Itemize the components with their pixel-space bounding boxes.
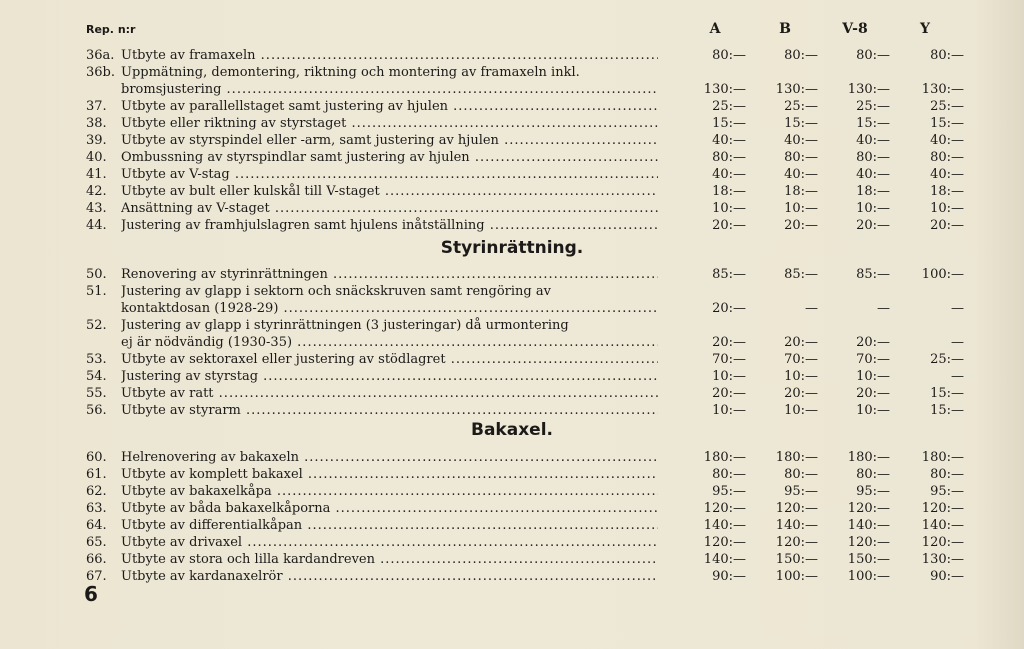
price-cell: 120:—: [921, 501, 964, 516]
row-number: 63.: [86, 501, 107, 516]
price-cell: 120:—: [775, 501, 818, 516]
price-cell: 140:—: [921, 518, 964, 533]
row-description: Utbyte av V-stag .....: [121, 166, 658, 183]
price-cell: 80:—: [856, 467, 890, 482]
price-cell: 80:—: [930, 150, 964, 165]
price-cell: 20:—: [784, 335, 818, 350]
table-row: [0, 81, 1024, 98]
table-row: [0, 283, 1024, 300]
row-description: Utbyte av styrspindel eller -arm, samt justering av hjulen .....: [121, 132, 658, 149]
table-row: [0, 500, 1024, 517]
rep-nr-label: Rep. n:r: [86, 23, 136, 36]
row-number: 62.: [86, 484, 107, 499]
price-cell: 20:—: [784, 386, 818, 401]
row-description: bromsjustering .....: [121, 81, 658, 98]
price-cell: 95:—: [856, 484, 890, 499]
price-cell: 40:—: [712, 133, 746, 148]
table-row: [0, 200, 1024, 217]
price-cell: 20:—: [712, 386, 746, 401]
price-cell: 130:—: [921, 82, 964, 97]
row-description: Utbyte av drivaxel .....: [121, 534, 658, 551]
price-cell: —: [951, 369, 964, 384]
price-cell: 18:—: [712, 184, 746, 199]
row-description: kontaktdosan (1928-29) .....: [121, 300, 658, 317]
row-number: 53.: [86, 352, 107, 367]
row-description: Utbyte av sektoraxel eller justering av stödlagret .....: [121, 351, 658, 368]
table-row: [0, 166, 1024, 183]
table-row: [0, 47, 1024, 64]
row-number: 39.: [86, 133, 107, 148]
price-cell: 20:—: [856, 386, 890, 401]
price-cell: 100:—: [775, 569, 818, 584]
row-description: Ombussning av styrspindlar samt justering av hjulen .....: [121, 149, 658, 166]
table-row: [0, 466, 1024, 483]
table-row: [0, 517, 1024, 534]
table-row: [0, 551, 1024, 568]
price-cell: 90:—: [712, 569, 746, 584]
price-cell: —: [877, 301, 890, 316]
price-cell: 120:—: [921, 535, 964, 550]
price-cell: 40:—: [712, 167, 746, 182]
price-cell: 10:—: [784, 201, 818, 216]
row-number: 44.: [86, 218, 107, 233]
price-cell: 180:—: [775, 450, 818, 465]
price-cell: 25:—: [784, 99, 818, 114]
price-cell: 15:—: [784, 116, 818, 131]
price-cell: 40:—: [856, 133, 890, 148]
row-description: Utbyte av parallellstaget samt justering av hjulen .....: [121, 98, 658, 115]
table-row: [0, 132, 1024, 149]
price-cell: 80:—: [784, 48, 818, 63]
price-cell: 25:—: [856, 99, 890, 114]
price-cell: 20:—: [712, 301, 746, 316]
section-heading-bakaxel: Bakaxel.: [471, 420, 553, 440]
row-number: 55.: [86, 386, 107, 401]
price-cell: 180:—: [847, 450, 890, 465]
price-cell: 15:—: [930, 116, 964, 131]
price-cell: 15:—: [930, 403, 964, 418]
price-cell: 10:—: [856, 201, 890, 216]
price-cell: 95:—: [784, 484, 818, 499]
price-cell: 80:—: [856, 48, 890, 63]
price-cell: 100:—: [847, 569, 890, 584]
price-cell: 25:—: [712, 99, 746, 114]
table-row: [0, 266, 1024, 283]
price-cell: 140:—: [847, 518, 890, 533]
price-cell: 140:—: [703, 552, 746, 567]
price-cell: 40:—: [784, 167, 818, 182]
price-cell: 25:—: [930, 99, 964, 114]
price-cell: 40:—: [930, 167, 964, 182]
price-cell: 140:—: [775, 518, 818, 533]
column-header-v8: V-8: [842, 21, 868, 37]
price-cell: 180:—: [703, 450, 746, 465]
row-description: Utbyte av komplett bakaxel .....: [121, 466, 658, 483]
price-cell: 120:—: [703, 501, 746, 516]
row-number: 43.: [86, 201, 107, 216]
price-cell: 120:—: [775, 535, 818, 550]
row-description: Justering av styrstag .....: [121, 368, 658, 385]
row-number: 64.: [86, 518, 107, 533]
table-row: [0, 351, 1024, 368]
price-cell: 10:—: [712, 201, 746, 216]
price-cell: —: [951, 335, 964, 350]
column-header-b: B: [779, 21, 791, 37]
table-row: [0, 483, 1024, 500]
row-description: Justering av framhjulslagren samt hjulens inåtställning .....: [121, 217, 658, 234]
price-cell: 15:—: [856, 116, 890, 131]
price-cell: 130:—: [775, 82, 818, 97]
row-description: Utbyte av båda bakaxelkåporna .....: [121, 500, 658, 517]
price-cell: 80:—: [712, 150, 746, 165]
row-number: 50.: [86, 267, 107, 282]
row-number: 36b.: [86, 65, 115, 80]
price-cell: —: [805, 301, 818, 316]
price-cell: 90:—: [930, 569, 964, 584]
row-number: 61.: [86, 467, 107, 482]
price-cell: 20:—: [712, 335, 746, 350]
table-row: [0, 385, 1024, 402]
price-cell: 40:—: [930, 133, 964, 148]
table-row: [0, 534, 1024, 551]
price-cell: 10:—: [784, 403, 818, 418]
row-description: Uppmätning, demontering, riktning och montering av framaxeln inkl.: [121, 65, 580, 80]
price-cell: 80:—: [930, 467, 964, 482]
column-header-a: A: [709, 21, 721, 37]
price-cell: 20:—: [856, 335, 890, 350]
row-number: 42.: [86, 184, 107, 199]
price-cell: 120:—: [703, 535, 746, 550]
table-row: [0, 217, 1024, 234]
price-cell: 10:—: [712, 369, 746, 384]
price-cell: 130:—: [921, 552, 964, 567]
price-cell: —: [951, 301, 964, 316]
row-number: 65.: [86, 535, 107, 550]
price-cell: 18:—: [784, 184, 818, 199]
table-row: [0, 317, 1024, 334]
price-cell: 120:—: [847, 535, 890, 550]
price-cell: 80:—: [930, 48, 964, 63]
row-description: Utbyte av framaxeln .....: [121, 47, 658, 64]
row-description: Utbyte av stora och lilla kardandreven .....: [121, 551, 658, 568]
page-number: 6: [84, 582, 98, 606]
price-cell: 95:—: [712, 484, 746, 499]
row-description: Utbyte av kardanaxelrör .....: [121, 568, 658, 585]
row-description: Ansättning av V-staget .....: [121, 200, 658, 217]
price-cell: 18:—: [930, 184, 964, 199]
table-row: [0, 98, 1024, 115]
row-number: 66.: [86, 552, 107, 567]
price-cell: 80:—: [712, 48, 746, 63]
price-cell: 10:—: [856, 403, 890, 418]
column-header-y: Y: [920, 21, 930, 37]
row-description: Utbyte av differentialkåpan .....: [121, 517, 658, 534]
row-description: Justering av glapp i styrinrättningen (3 justeringar) då urmontering: [121, 318, 569, 333]
table-row: [0, 449, 1024, 466]
table-row: [0, 183, 1024, 200]
row-description: Helrenovering av bakaxeln .....: [121, 449, 658, 466]
price-cell: 80:—: [712, 467, 746, 482]
row-description: Utbyte av styrarm .....: [121, 402, 658, 419]
price-cell: 10:—: [784, 369, 818, 384]
table-row: [0, 568, 1024, 585]
price-cell: 10:—: [856, 369, 890, 384]
section-heading-styrinrattning: Styrinrättning.: [440, 238, 584, 258]
price-cell: 25:—: [930, 352, 964, 367]
row-description: Utbyte eller riktning av styrstaget .....: [121, 115, 658, 132]
row-number: 38.: [86, 116, 107, 131]
price-cell: 40:—: [784, 133, 818, 148]
row-description: Utbyte av bult eller kulskål till V-staget .....: [121, 183, 658, 200]
table-row: [0, 402, 1024, 419]
price-cell: 95:—: [930, 484, 964, 499]
table-row: [0, 300, 1024, 317]
price-cell: 20:—: [784, 218, 818, 233]
price-cell: 180:—: [921, 450, 964, 465]
price-cell: 150:—: [847, 552, 890, 567]
price-cell: 80:—: [856, 150, 890, 165]
row-number: 60.: [86, 450, 107, 465]
price-cell: 20:—: [930, 218, 964, 233]
table-header: [0, 21, 1024, 39]
row-number: 54.: [86, 369, 107, 384]
price-cell: 85:—: [784, 267, 818, 282]
price-cell: 18:—: [856, 184, 890, 199]
table-row: [0, 149, 1024, 166]
row-number: 52.: [86, 318, 107, 333]
row-number: 37.: [86, 99, 107, 114]
price-cell: 100:—: [921, 267, 964, 282]
price-cell: 80:—: [784, 467, 818, 482]
price-cell: 10:—: [930, 201, 964, 216]
price-cell: 80:—: [784, 150, 818, 165]
price-cell: 40:—: [856, 167, 890, 182]
row-description: ej är nödvändig (1930-35) .....: [121, 334, 658, 351]
price-cell: 20:—: [856, 218, 890, 233]
row-description: Utbyte av ratt .....: [121, 385, 658, 402]
price-cell: 120:—: [847, 501, 890, 516]
row-number: 41.: [86, 167, 107, 182]
price-cell: 15:—: [930, 386, 964, 401]
price-cell: 130:—: [703, 82, 746, 97]
table-row: [0, 368, 1024, 385]
price-cell: 70:—: [856, 352, 890, 367]
row-number: 56.: [86, 403, 107, 418]
row-number: 40.: [86, 150, 107, 165]
price-cell: 140:—: [703, 518, 746, 533]
price-cell: 20:—: [712, 218, 746, 233]
price-cell: 70:—: [712, 352, 746, 367]
row-description: Utbyte av bakaxelkåpa .....: [121, 483, 658, 500]
row-number: 67.: [86, 569, 107, 584]
table-row: [0, 115, 1024, 132]
table-row: [0, 64, 1024, 81]
row-number: 36a.: [86, 48, 115, 63]
price-cell: 130:—: [847, 82, 890, 97]
row-number: 51.: [86, 284, 107, 299]
price-cell: 85:—: [856, 267, 890, 282]
price-cell: 150:—: [775, 552, 818, 567]
row-description: Justering av glapp i sektorn och snäckskruven samt rengöring av: [121, 284, 551, 299]
row-description: Renovering av styrinrättningen .....: [121, 266, 658, 283]
table-row: [0, 334, 1024, 351]
price-cell: 85:—: [712, 267, 746, 282]
price-cell: 10:—: [712, 403, 746, 418]
price-cell: 15:—: [712, 116, 746, 131]
price-cell: 70:—: [784, 352, 818, 367]
